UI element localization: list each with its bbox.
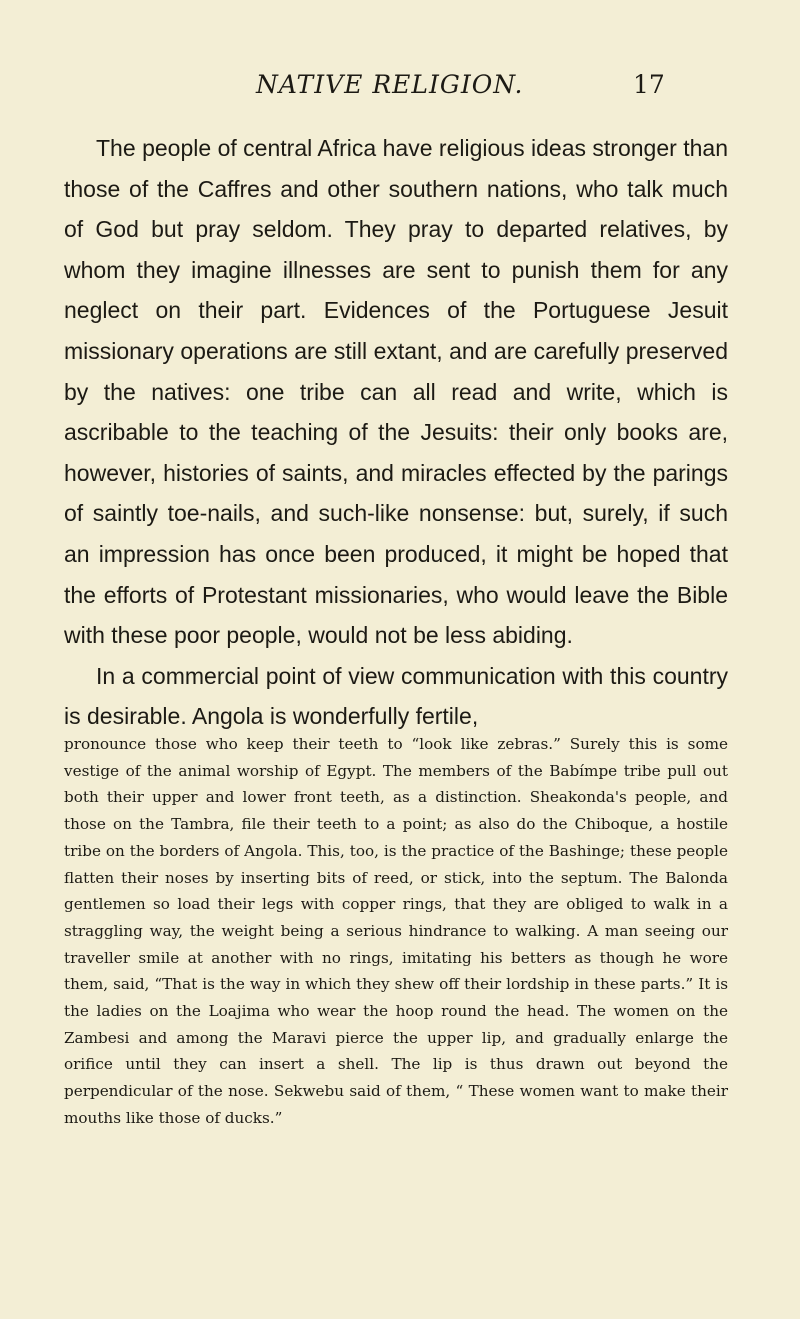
running-title: NATIVE RELIGION.: [256, 70, 524, 99]
paragraph: In a commercial point of view communication with this country is desirable. Angola is wonderfully fertile,: [64, 662, 728, 730]
main-text: [64, 128, 728, 737]
page-number: 17: [633, 70, 665, 99]
footnote: pronounce those who keep their teeth to “look like zebras.” Surely this is some vestige of the animal worship of Egypt. The members of the Babímpe tribe pull out both their upper and lower front teeth, as a distinction. Sheakonda's people, and those on the Tambra, file their teeth to a point; as also do the Chiboque, a hostile tribe on the borders of Angola. This, too, is the practice of the Bashinge; these people flatten their noses by inserting bits of reed, or stick, into the septum. The Balonda gentlemen so load their legs with copper rings, that they are obliged to walk in a straggling way, the weight being a serious hindrance to walking. A man seeing our traveller smile at another with no rings, imitating his betters as though he wore them, said, “That is the way in which they shew off their lordship in these parts.” It is the ladies on the Loajima who wear the hoop round the head. The women on the Zambesi and among the Maravi pierce the upper lip, and gradually enlarge the orifice until they can insert a shell. The lip is thus drawn out beyond the perpendicular of the nose. Sekwebu said of them, “ These women want to make their mouths like those of ducks.”: [64, 735, 728, 1127]
page-header: [0, 70, 800, 110]
paragraph: The people of central Africa have religious ideas stronger than those of the Caffres and other southern nations, who talk much of God but pray seldom. They pray to departed relatives, by whom they imagine illnesses are sent to punish them for any neglect on their part. Evidences of the Portuguese Jesuit missionary operations are still extant, and are carefully preserved by the natives: one tribe can all read and write, which is ascribable to the teaching of the Jesuits: their only books are, however, histories of saints, and miracles effected by the parings of saintly toe-nails, and such-like nonsense: but, surely, if such an impression has once been produced, it might be hoped that the efforts of Protestant missionaries, who would leave the Bible with these poor people, would not be less abiding.: [64, 135, 728, 649]
